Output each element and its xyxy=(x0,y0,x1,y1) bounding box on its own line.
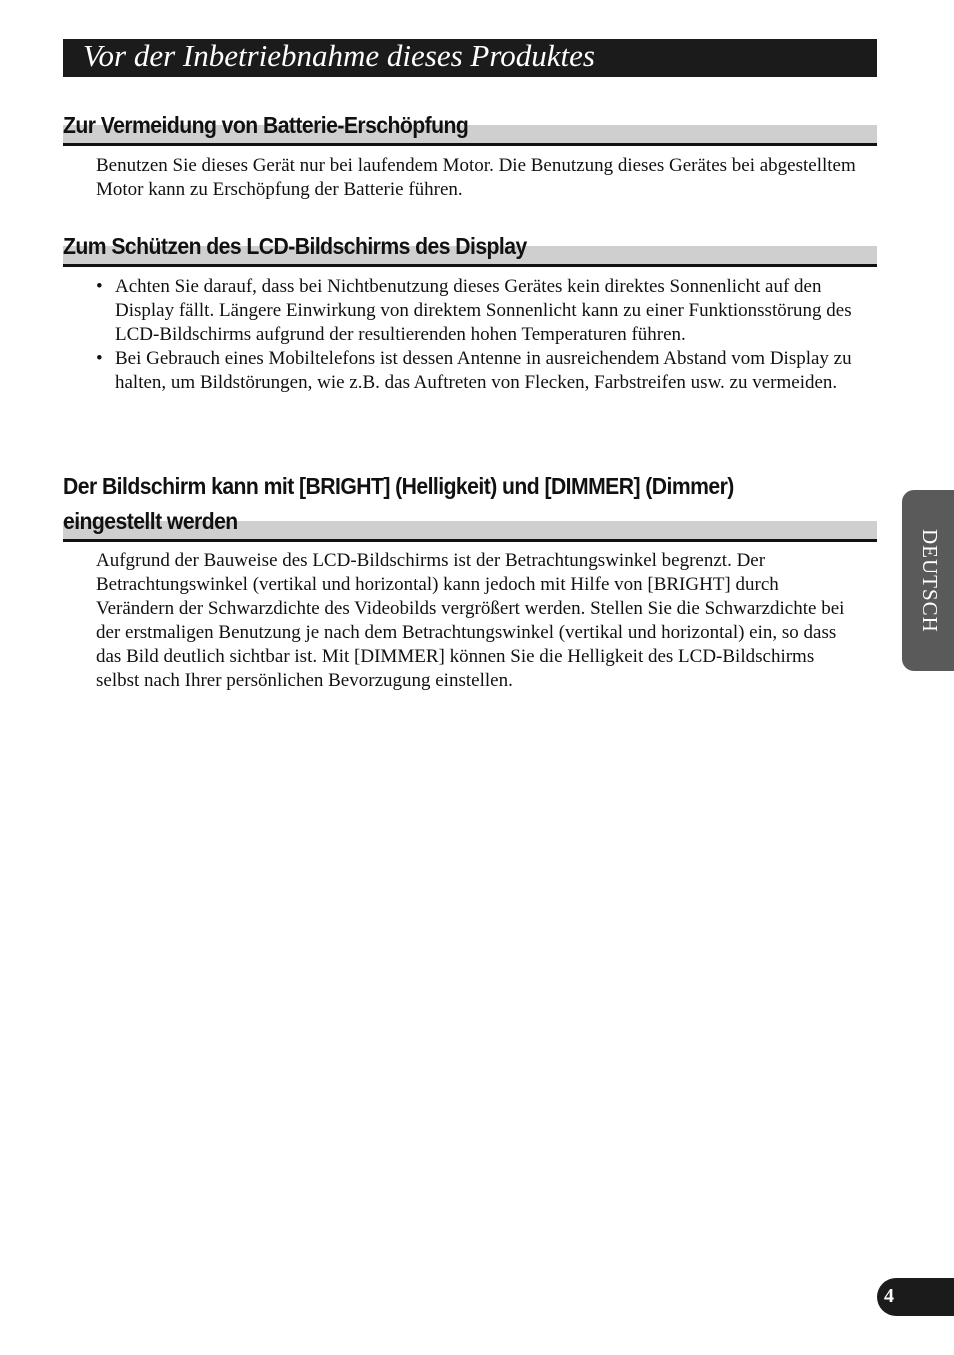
bullet-list-lcd-protection xyxy=(96,275,856,395)
page-title-bar xyxy=(63,39,877,77)
list-item xyxy=(96,347,856,395)
page-title: Vor der Inbetriebnahme dieses Produktes xyxy=(83,38,595,73)
page-number-tab xyxy=(877,1278,954,1316)
list-item-text: Achten Sie darauf, dass bei Nichtbenutzung dieses Gerätes kein direktes Sonnenlicht auf den Display fällt. Längere Einwirkung von direktem Sonnenlicht kann zu einer Funktionsstörung des LCD-Bildschirms aufgrund der resultierenden hohen Temperaturen führen. xyxy=(115,276,852,345)
section-paragraph-battery: Benutzen Sie dieses Gerät nur bei laufendem Motor. Die Benutzung dieses Gerätes bei abgestelltem Motor kann zu Erschöpfung der Batterie führen. xyxy=(96,155,856,200)
section-heading-lcd-protection xyxy=(63,229,877,267)
list-item-text: Bei Gebrauch eines Mobiltelefons ist dessen Antenne in ausreichendem Abstand vom Display zu halten, um Bildstörungen, wie z.B. das Auftreten von Flecken, Farbstreifen usw. zu vermeiden. xyxy=(115,348,852,393)
language-tab-label: DEUTSCH xyxy=(918,528,942,633)
section-heading-text-line2: eingestellt werden xyxy=(63,508,238,534)
list-item xyxy=(96,275,856,347)
page-number: 4 xyxy=(884,1285,894,1307)
section-heading-text-line1: Der Bildschirm kann mit [BRIGHT] (Helligkeit) und [DIMMER] (Dimmer) xyxy=(63,473,734,499)
section-heading-bright-dimmer xyxy=(63,469,877,542)
section-heading-battery xyxy=(63,108,877,146)
section-heading-text: Zur Vermeidung von Batterie-Erschöpfung xyxy=(63,112,469,138)
bullet-icon: • xyxy=(96,276,103,297)
section-paragraph-bright-dimmer: Aufgrund der Bauweise des LCD-Bildschirms ist der Betrachtungswinkel begrenzt. Der Betrachtungswinkel (vertikal und horizontal) kann jedoch mit Hilfe von [BRIGHT] durch Verändern der Schwarzdichte des Videobilds vergrößert werden. Stellen Sie die Schwarzdichte bei der erstmaligen Benutzung je nach dem Betrachtungswinkel (vertikal und horizontal) ein, so dass das Bild deutlich sichtbar ist. Mit [DIMMER] können Sie die Helligkeit des LCD-Bildschirms selbst nach Ihrer persönlichen Bevorzugung einstellen. xyxy=(96,550,845,691)
bullet-icon: • xyxy=(96,348,103,369)
language-tab xyxy=(902,490,954,671)
section-heading-text: Zum Schützen des LCD-Bildschirms des Display xyxy=(63,233,527,259)
